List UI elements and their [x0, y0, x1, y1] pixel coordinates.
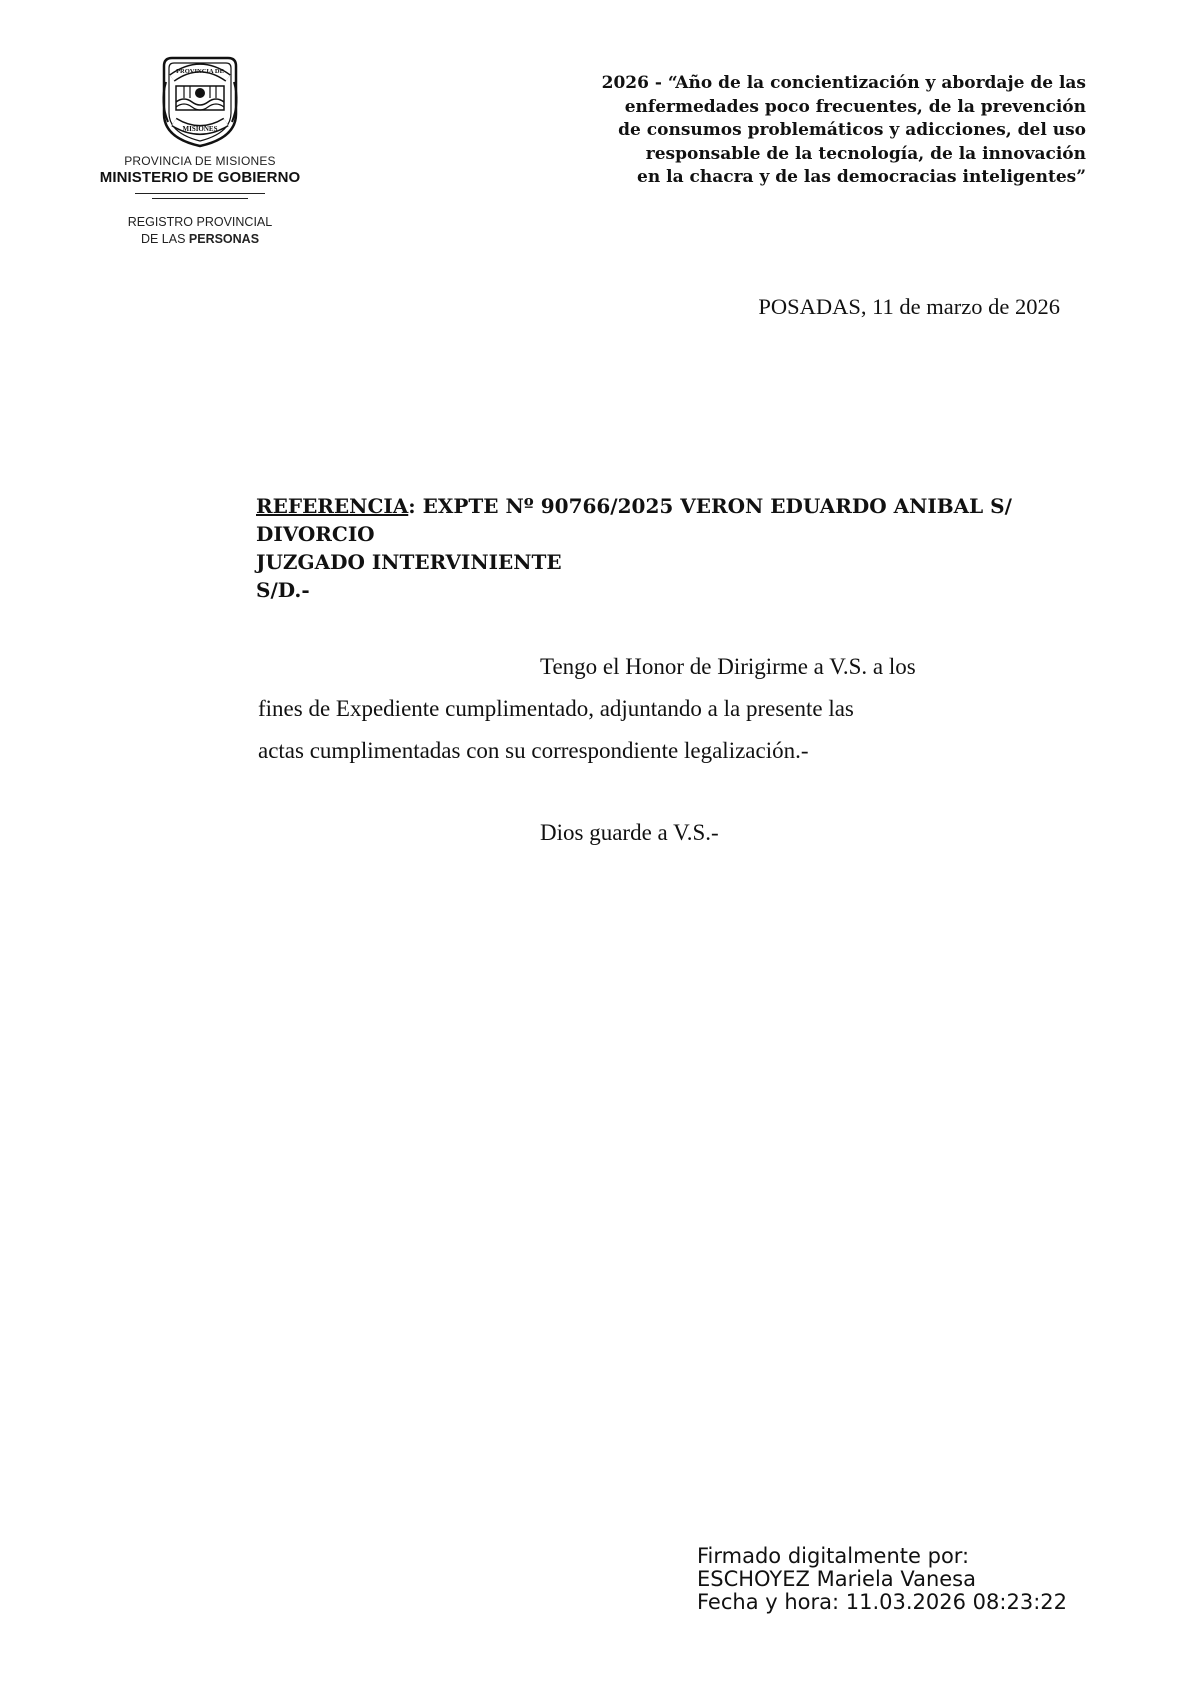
body-line: fines de Expediente cumplimentado, adjuntando a la presente las — [258, 696, 854, 721]
seal-text-top: PROVINCIA DE — [176, 68, 224, 75]
letterhead-divider — [135, 193, 265, 194]
reference-block — [256, 492, 1096, 604]
registry-name-bold: PERSONAS — [188, 232, 260, 246]
reference-label: REFERENCIA — [256, 494, 409, 518]
motto-line: en la chacra y de las democracias inteligentes” — [637, 167, 1086, 187]
document-date: POSADAS, 11 de marzo de 2026 — [758, 294, 1060, 319]
reference-court: JUZGADO INTERVINIENTE — [256, 550, 562, 574]
body-paragraph — [258, 646, 1038, 772]
registry-name-prefix: DE LAS — [140, 232, 186, 246]
body-line: Tengo el Honor de Dirigirme a V.S. a los — [540, 654, 916, 679]
registry-name-line1: REGISTRO PROVINCIAL — [127, 215, 273, 229]
signature-heading: Firmado digitalmente por: — [697, 1544, 970, 1568]
body-line: actas cumplimentadas con su correspondiente legalización.- — [258, 738, 809, 763]
reference-sd: S/D.- — [256, 578, 310, 602]
motto-line: 2026 - “Año de la concientización y abordaje de las — [601, 73, 1086, 93]
letterhead-divider-short — [152, 198, 248, 199]
provincial-seal-icon — [154, 52, 246, 148]
ministry-name: MINISTERIO DE GOBIERNO — [99, 169, 301, 186]
reference-line-2: DIVORCIO — [256, 522, 375, 546]
reference-line-1 — [256, 492, 1096, 520]
year-motto — [466, 72, 1086, 190]
closing-salutation: Dios guarde a V.S.- — [540, 820, 719, 845]
digital-signature — [697, 1545, 1067, 1614]
signature-signer: ESCHOYEZ Mariela Vanesa — [697, 1567, 976, 1591]
motto-line: responsable de la tecnología, de la innovación — [645, 143, 1086, 164]
letterhead — [80, 52, 320, 246]
province-name: PROVINCIA DE MISIONES — [124, 154, 276, 168]
reference-case: : EXPTE Nº 90766/2025 VERON EDUARDO ANIBAL S/ — [408, 494, 1012, 518]
seal-text-bottom: MISIONES — [182, 125, 218, 133]
registry-name-line2 — [80, 232, 320, 246]
motto-line: de consumos problemáticos y adicciones, del uso — [618, 120, 1086, 140]
signature-timestamp: Fecha y hora: 11.03.2026 08:23:22 — [697, 1590, 1067, 1614]
motto-line: enfermedades poco frecuentes, de la prevención — [624, 96, 1086, 117]
